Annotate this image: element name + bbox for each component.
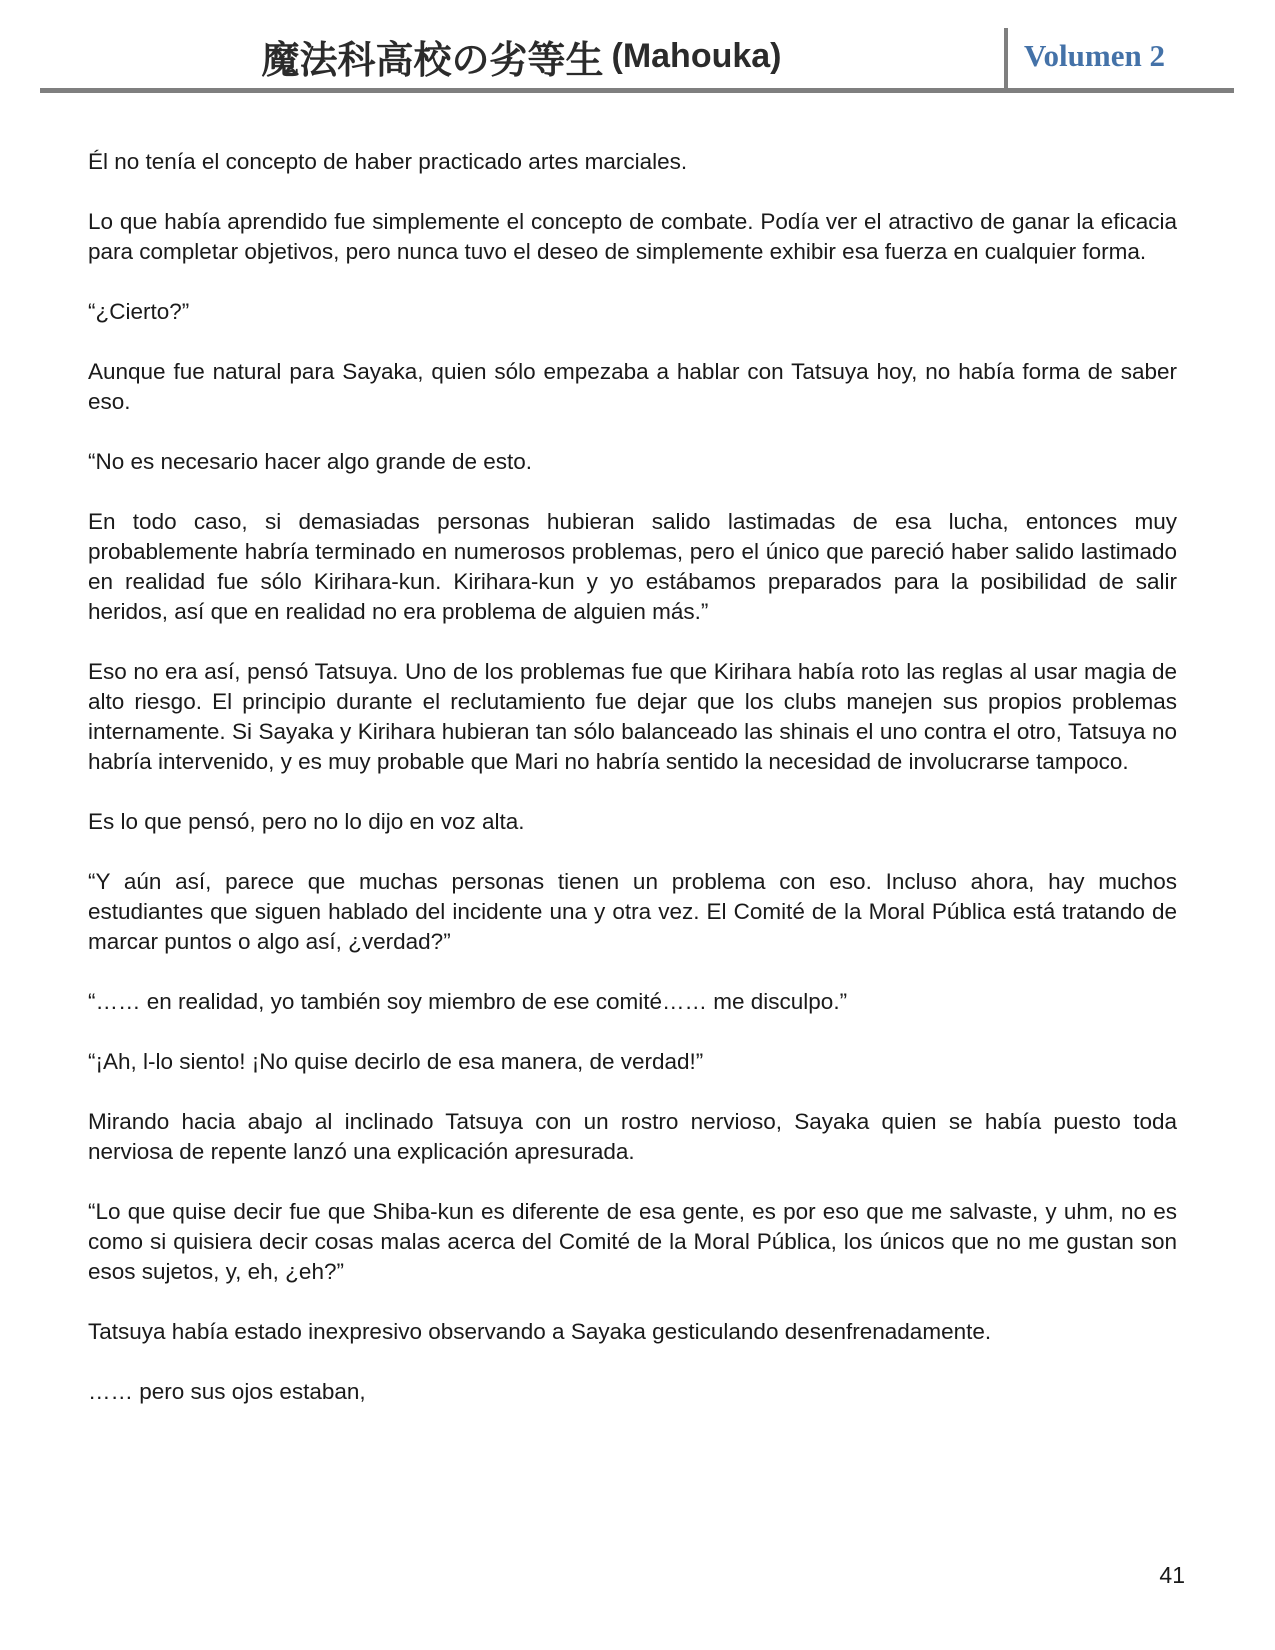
paragraph: …… pero sus ojos estaban, xyxy=(88,1379,366,1404)
page-number: 41 xyxy=(1159,1562,1185,1588)
paragraph: “Y aún así, parece que muchas personas tienen un problema con eso. Incluso ahora, hay muchos estudiantes que siguen hablado del incidente una y otra vez. El Comité de la Moral Pública está tratando de marcar puntos o algo así, ¿verdad?” xyxy=(88,869,1177,954)
page-title xyxy=(40,24,1003,88)
paragraph: Tatsuya había estado inexpresivo observando a Sayaka gesticulando desenfrenadamente. xyxy=(88,1319,992,1344)
paragraph: “…… en realidad, yo también soy miembro de ese comité…… me disculpo.” xyxy=(88,989,848,1014)
paragraph: Es lo que pensó, pero no lo dijo en voz alta. xyxy=(88,809,525,834)
page-title-romanized: (Mahouka) xyxy=(611,36,782,75)
paragraph: En todo caso, si demasiadas personas hubieran salido lastimadas de esa lucha, entonces muy probablemente habría terminado en numerosos problemas, pero el único que pareció haber salido lastimado en realidad fue sólo Kirihara-kun. Kirihara-kun y yo estábamos preparados para la posibilidad de salir heridos, así que en realidad no era problema de alguien más.” xyxy=(88,509,1177,624)
paragraph: Él no tenía el concepto de haber practicado artes marciales. xyxy=(88,149,688,174)
page-title-japanese: 魔法科高校の劣等生 xyxy=(261,39,604,82)
volume-label: Volumen 2 xyxy=(1024,38,1165,73)
paragraph: Lo que había aprendido fue simplemente el concepto de combate. Podía ver el atractivo de ganar la eficacia para completar objetivos, pero nunca tuvo el deseo de simplemente exhibir esa fuerza en cualquier forma. xyxy=(88,209,1177,264)
paragraph: “¡Ah, l-lo siento! ¡No quise decirlo de esa manera, de verdad!” xyxy=(88,1049,704,1074)
paragraph: Eso no era así, pensó Tatsuya. Uno de los problemas fue que Kirihara había roto las reglas al usar magia de alto riesgo. El principio durante el reclutamiento fue dejar que los clubs manejen sus propios problemas internamente. Si Sayaka y Kirihara hubieran tan sólo balanceado las shinais el uno contra el otro, Tatsuya no habría intervenido, y es muy probable que Mari no habría sentido la necesidad de involucrarse tampoco. xyxy=(88,659,1177,774)
paragraph: Mirando hacia abajo al inclinado Tatsuya con un rostro nervioso, Sayaka quien se había puesto toda nerviosa de repente lanzó una explicación apresurada. xyxy=(88,1109,1177,1164)
paragraph: “¿Cierto?” xyxy=(88,299,190,324)
paragraph: Aunque fue natural para Sayaka, quien sólo empezaba a hablar con Tatsuya hoy, no había forma de saber eso. xyxy=(88,359,1177,414)
page-header xyxy=(40,24,1235,88)
header-vertical-divider xyxy=(1004,28,1008,92)
paragraph: “Lo que quise decir fue que Shiba-kun es diferente de esa gente, es por eso que me salvaste, y uhm, no es como si quisiera decir cosas malas acerca del Comité de la Moral Pública, los únicos que no me gustan son esos sujetos, y, eh, ¿eh?” xyxy=(88,1199,1177,1284)
header-rule xyxy=(40,88,1234,93)
paragraph: “No es necesario hacer algo grande de esto. xyxy=(88,449,533,474)
body-text xyxy=(88,147,1177,1437)
